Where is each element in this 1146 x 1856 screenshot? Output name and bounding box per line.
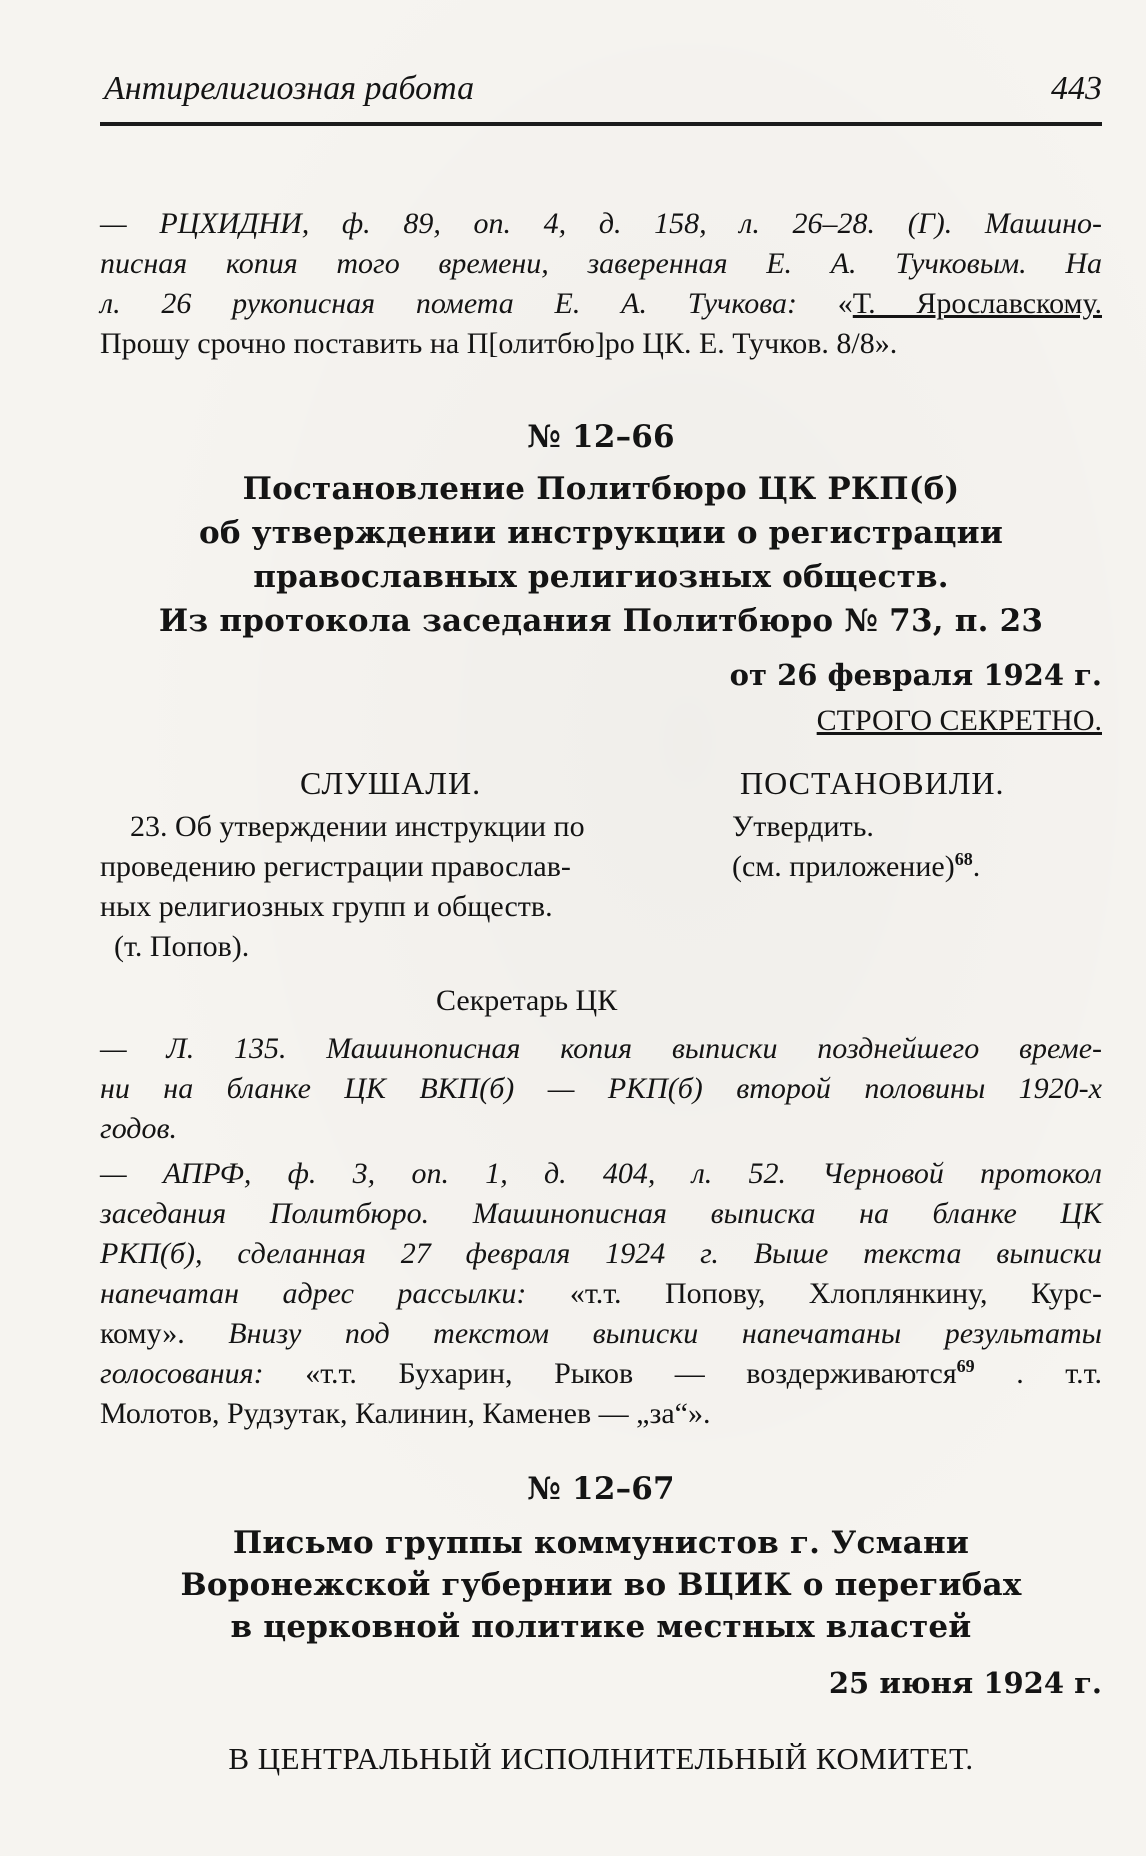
source-note-3-line-6 [100, 1355, 1102, 1393]
source-note-1-line-3 [100, 285, 1102, 323]
decided-label: ПОСТАНОВИЛИ. [740, 765, 1005, 801]
source-note-3-line-6-end: . т.т. [1016, 1357, 1103, 1390]
source-note-3-line-2: заседания Политбюро. Машинописная выписка на бланке ЦК [100, 1197, 1102, 1230]
vote-abstain-text: «т.т. Бухарин, Рыков — воздерживаются [305, 1357, 957, 1390]
doc-67-number: № 12–67 [527, 1471, 675, 1507]
decided-line-2-end: . [972, 850, 981, 883]
source-note-3-line-5 [100, 1315, 1102, 1353]
quote-open: « [837, 287, 853, 320]
source-note-3-line-4-italic: напечатан адрес рассылки: [100, 1277, 527, 1310]
doc-66-title-line-2: об утверждении инструкции о регистрации [198, 515, 1004, 551]
source-note-3-line-5-roman: кому». [100, 1317, 185, 1350]
heard-line-4: (т. Попов). [114, 930, 250, 963]
addressee-handwritten: Т. Ярославскому. [852, 287, 1102, 320]
doc-67-addressee: В ЦЕНТРАЛЬНЫЙ ИСПОЛНИТЕЛЬНЫЙ КОМИТЕТ. [228, 1741, 974, 1776]
source-note-1-line-1: — РЦХИДНИ, ф. 89, оп. 4, д. 158, л. 26–28. (Г). Машино- [100, 207, 1102, 240]
source-note-2-line-3: годов. [100, 1112, 178, 1145]
running-title: Антирелигиозная работа [104, 70, 475, 107]
heard-line-3: ных религиозных групп и обществ. [100, 890, 553, 923]
doc-66-title-line-1: Постановление Политбюро ЦК РКП(б) [242, 471, 960, 507]
doc-66-secrecy [100, 702, 1102, 740]
doc-66-number: № 12–66 [527, 419, 675, 455]
running-header [100, 66, 1102, 126]
doc-66-date: от 26 февраля 1924 г. [729, 658, 1102, 692]
source-note-1-line-2: писная копия того времени, заверенная Е. А. Тучковым. На [100, 247, 1102, 280]
doc-67-title-line-3: в церковной политике местных властей [230, 1609, 972, 1645]
heard-line-2: проведению регистрации православ- [100, 850, 571, 883]
secrecy-stamp: СТРОГО СЕКРЕТНО. [816, 704, 1102, 737]
heard-label: СЛУШАЛИ. [300, 765, 482, 801]
footnote-ref-69: 69 [956, 1356, 975, 1376]
source-note-3-line-3: РКП(б), сделанная 27 февраля 1924 г. Выше текста выписки [100, 1237, 1102, 1270]
doc-67-date: 25 июня 1924 г. [828, 1666, 1102, 1700]
source-note-3-line-5-italic: Внизу под текстом выписки напечатаны результаты [228, 1317, 1103, 1350]
source-note-3-line-4 [100, 1275, 1102, 1313]
source-note-1-quote [838, 287, 1102, 320]
decided-line-2-text: (см. приложение) [732, 850, 955, 883]
source-note-3-line-1: — АПРФ, ф. 3, оп. 1, д. 404, л. 52. Черновой протокол [100, 1157, 1102, 1190]
source-note-1-line-4: Прошу срочно поставить на П[олитбю]ро ЦК. Е. Тучков. 8/8». [100, 327, 898, 360]
decided-line-2 [732, 848, 980, 886]
footnote-ref-68: 68 [954, 849, 973, 869]
doc-66-title-line-3: православных религиозных обществ. [253, 559, 949, 595]
source-note-3-line-7: Молотов, Рудзутак, Калинин, Каменев — „за“». [100, 1397, 711, 1430]
source-note-3-line-4-roman: «т.т. Попову, Хлоплянкину, Курс- [569, 1277, 1103, 1310]
source-note-2-line-2: ни на бланке ЦК ВКП(б) — РКП(б) второй половины 1920-х [100, 1072, 1102, 1105]
heard-line-1: 23. Об утверждении инструкции по [130, 810, 585, 843]
doc-67-title-line-2: Воронежской губернии во ВЦИК о перегибах [180, 1567, 1022, 1603]
source-note-2-line-1: — Л. 135. Машинописная копия выписки позднейшего време- [100, 1032, 1102, 1065]
source-note-3-line-6-roman [305, 1357, 974, 1390]
page-number: 443 [1051, 70, 1102, 107]
source-note-3-line-6-italic: голосования: [100, 1357, 264, 1390]
doc-67-title-line-1: Письмо группы коммунистов г. Усмани [232, 1525, 970, 1561]
doc-66-title-line-4: Из протокола заседания Политбюро № 73, п. 23 [158, 603, 1044, 639]
secretary-signature: Секретарь ЦК [436, 984, 618, 1017]
source-note-1-line-3-text: л. 26 рукописная помета Е. А. Тучкова: [100, 287, 798, 320]
decided-line-1: Утвердить. [732, 810, 874, 843]
